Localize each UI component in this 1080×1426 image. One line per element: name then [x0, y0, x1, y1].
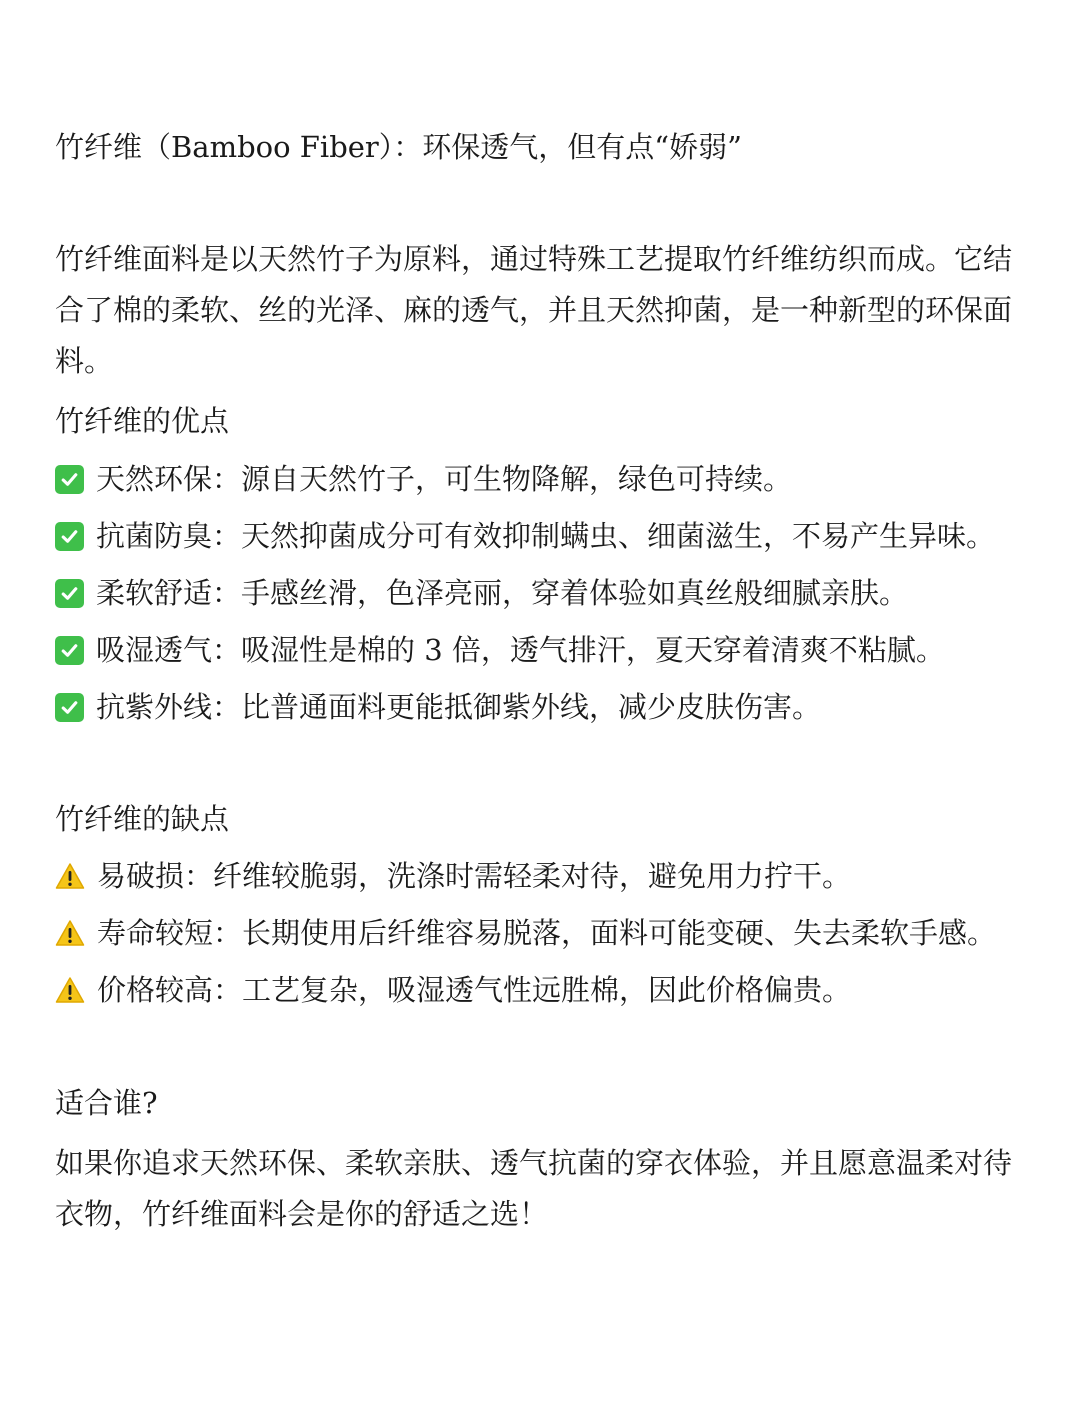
- disadvantage-label: 寿命较短：: [97, 916, 243, 950]
- check-icon: [55, 636, 84, 665]
- advantage-item: [55, 571, 908, 615]
- advantage-text: 源自天然竹子，可生物降解，绿色可持续。: [241, 462, 793, 496]
- intro-paragraph: 竹纤维面料是以天然竹子为原料，通过特殊工艺提取竹纤维纺织而成。它结合了棉的柔软、丝的光泽、麻的透气，并且天然抑菌，是一种新型的环保面料。: [55, 242, 1013, 378]
- disadvantage-item: [55, 911, 996, 955]
- disadvantage-label: 价格较高：: [97, 973, 243, 1007]
- check-icon: [55, 522, 84, 551]
- advantages-heading: 竹纤维的优点: [55, 404, 230, 438]
- check-icon: [55, 465, 84, 494]
- disadvantage-text: 工艺复杂，吸湿透气性远胜棉，因此价格偏贵。: [242, 973, 852, 1007]
- warning-icon: [55, 976, 85, 1004]
- check-icon: [55, 693, 84, 722]
- disadvantage-text: 纤维较脆弱，洗涤时需轻柔对待，避免用力拧干。: [213, 859, 852, 893]
- article-title: 竹纤维（Bamboo Fiber）：环保透气，但有点“娇弱”: [55, 130, 742, 164]
- advantage-label: 天然环保：: [96, 462, 242, 496]
- advantage-text: 吸湿性是棉的 3 倍，透气排汗，夏天穿着清爽不粘腻。: [241, 633, 945, 667]
- advantage-label: 抗紫外线：: [96, 690, 242, 724]
- warning-icon: [55, 919, 85, 947]
- advantage-text: 手感丝滑，色泽亮丽，穿着体验如真丝般细腻亲肤。: [241, 576, 909, 610]
- advantage-text: 比普通面料更能抵御紫外线，减少皮肤伤害。: [241, 690, 822, 724]
- disadvantages-heading: 竹纤维的缺点: [55, 802, 230, 836]
- disadvantage-text: 长期使用后纤维容易脱落，面料可能变硬、失去柔软手感。: [242, 916, 997, 950]
- suitable-heading: 适合谁?: [55, 1086, 158, 1120]
- advantage-item: [55, 685, 821, 729]
- warning-icon: [55, 862, 85, 890]
- advantage-item: [55, 628, 945, 672]
- check-icon: [55, 579, 84, 608]
- disadvantage-label: 易破损：: [97, 859, 214, 893]
- advantage-label: 吸湿透气：: [96, 633, 242, 667]
- disadvantage-item: [55, 968, 851, 1012]
- advantage-label: 抗菌防臭：: [96, 519, 242, 553]
- advantage-label: 柔软舒适：: [96, 576, 242, 610]
- advantage-text: 天然抑菌成分可有效抑制螨虫、细菌滋生，不易产生异味。: [241, 519, 996, 553]
- disadvantage-item: [55, 854, 851, 898]
- advantage-item: [55, 457, 792, 501]
- closing-paragraph: 如果你追求天然环保、柔软亲肤、透气抗菌的穿衣体验，并且愿意温柔对待衣物，竹纤维面料会是你的舒适之选！: [55, 1146, 1013, 1231]
- advantage-item: [55, 514, 995, 558]
